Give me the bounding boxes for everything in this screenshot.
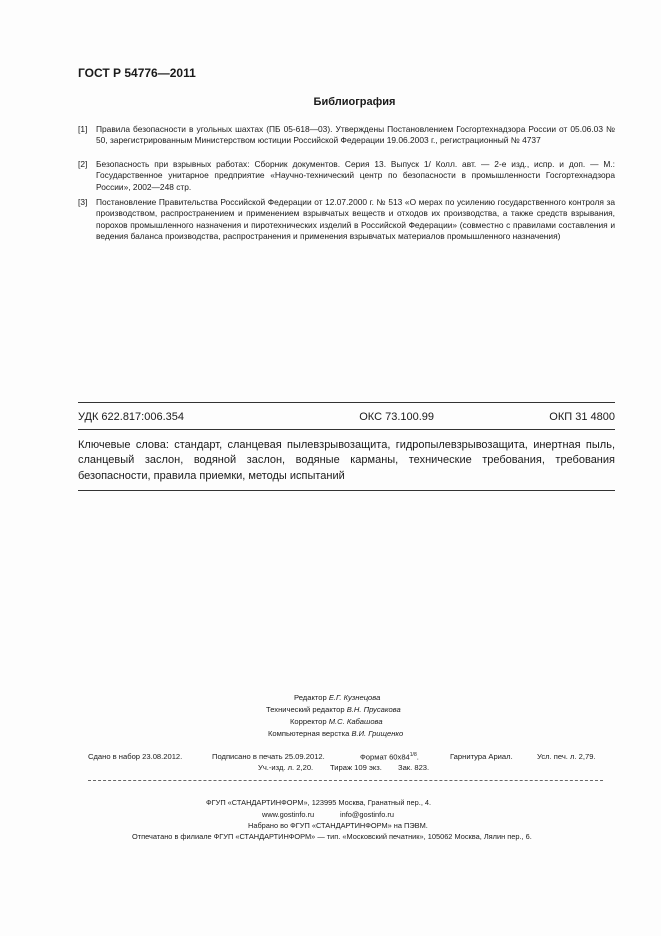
corrector-line xyxy=(290,716,383,729)
oks-code: ОКС 73.100.99 xyxy=(359,411,435,423)
publisher-address: ФГУП «СТАНДАРТИНФОРМ», 123995 Москва, Гранатный пер., 4. xyxy=(206,798,432,807)
format-prefix: Формат 60х84 xyxy=(360,752,410,762)
entry-number: [1] xyxy=(78,124,88,134)
editor-name: Е.Г. Кузнецова xyxy=(328,693,381,702)
paper-format: Формат $60х84^{1/8}$. xyxy=(360,752,419,762)
publishing-sheets: Уч.-изд. л. 2,20. xyxy=(258,763,314,772)
tech-editor-line xyxy=(266,704,401,717)
typeset-note: Набрано во ФГУП «СТАНДАРТИНФОРМ» на ПЭВМ. xyxy=(248,821,428,830)
layout-role: Компьютерная верстка xyxy=(268,729,350,738)
typeface: Гарнитура Ариал. xyxy=(450,752,513,761)
tech-editor-role: Технический редактор xyxy=(266,705,345,714)
keywords: Ключевые слова: стандарт, сланцевая пылевзрывозащита, гидропылевзрывозащита, инертная пыль, сланцевый заслон, водяной заслон, водяные карманы, технические требования, требования безопасности, правила приемки, методы испытаний xyxy=(78,439,615,482)
editor-role: Редактор xyxy=(294,693,327,702)
bibliography-entry xyxy=(78,159,615,193)
printed-at: Отпечатано в филиале ФГУП «СТАНДАРТИНФОРМ» — тип. «Московский печатник», 105062 Москва, Лялин пер., 6. xyxy=(132,832,532,841)
publisher-email: info@gostinfo.ru xyxy=(340,810,394,819)
order-number: Зак. 823. xyxy=(398,763,430,772)
editor-line xyxy=(294,692,380,705)
print-run: Тираж 109 экз. xyxy=(330,763,382,772)
entry-text: Правила безопасности в угольных шахтах (ПБ 05-618—03). Утверждены Постановлением Госгортехнадзора России от 05.06.03 № 50, зарегистрированным Министерством юстиции Российской Федерации 19.06.2003 г., регистрационный № 4737 xyxy=(96,124,615,146)
bibliography-entry xyxy=(78,197,615,243)
divider-bottom xyxy=(78,490,615,491)
document-id: ГОСТ Р 54776—2011 xyxy=(78,66,196,80)
okp-code: ОКП 31 4800 xyxy=(549,411,615,423)
classification-codes xyxy=(78,411,615,423)
publisher-site: www.gostinfo.ru xyxy=(262,810,315,819)
divider-top xyxy=(78,402,615,403)
entry-number: [3] xyxy=(78,197,88,207)
layout-name: В.И. Грищенко xyxy=(351,729,404,738)
signed-for-print: Подписано в печать 25.09.2012. xyxy=(212,752,325,761)
corrector-role: Корректор xyxy=(290,717,327,726)
print-sheets: Усл. печ. л. 2,79. xyxy=(537,752,596,761)
entry-number: [2] xyxy=(78,159,88,169)
udk-code: УДК 622.817:006.354 xyxy=(78,411,184,423)
divider-middle xyxy=(78,429,615,430)
tech-editor-name: В.Н. Прусакова xyxy=(346,705,401,714)
layout-line xyxy=(268,728,403,741)
bibliography-entry xyxy=(78,124,615,147)
sent-to-typeset: Сдано в набор 23.08.2012. xyxy=(88,752,183,761)
entry-text: Постановление Правительства Российской Федерации от 12.07.2000 г. № 513 «О мерах по усилению государственного контроля за производством, распространением и применением взрывчатых веществ и отходов их производства, а также средств взрывания, порохов промышленного назначения и пиротехнических изделий в Российской Федерации» (совместно с правилами составления и ведения баланса производства, распространения и применения взрывчатых материалов промышленного назначения) xyxy=(96,197,615,242)
dashed-divider xyxy=(88,780,603,781)
format-fraction: 1/8 xyxy=(409,752,417,758)
corrector-name: М.С. Кабашова xyxy=(328,717,383,726)
bibliography-title: Библиография xyxy=(313,96,396,108)
entry-text: Безопасность при взрывных работах: Сборник документов. Серия 13. Выпуск 1/ Колл. авт. — 2-е изд., испр. и доп. — М.: Государственное унитарное предприятие «Научно-технический центр по безопасности в промышленности Госгортехнадзора России», 2002—248 стр. xyxy=(96,159,615,192)
